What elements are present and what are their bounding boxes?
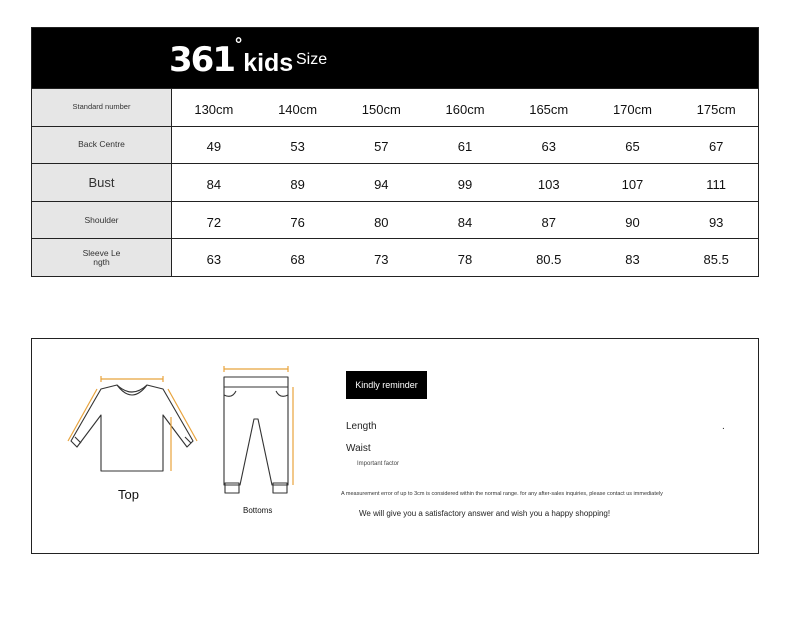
size-cell: 150cm bbox=[361, 101, 401, 117]
size-table bbox=[31, 27, 759, 277]
table-row-bust bbox=[32, 163, 758, 201]
table-row-back-centre bbox=[32, 126, 758, 164]
waist-label: Waist bbox=[346, 443, 371, 454]
value-cell: 73 bbox=[374, 252, 389, 268]
thanks-message: We will give you a satisfactory answer and wish you a happy shopping! bbox=[359, 509, 611, 518]
row-label-standard: Standard number bbox=[32, 89, 172, 126]
value-cell: 61 bbox=[457, 139, 473, 155]
reminder-panel bbox=[31, 338, 759, 554]
value-cell: 72 bbox=[206, 214, 222, 230]
value-cell: 103 bbox=[537, 176, 560, 192]
table-row-sizes bbox=[32, 88, 758, 126]
value-cell: 107 bbox=[621, 176, 644, 192]
value-cell: 84 bbox=[457, 214, 473, 230]
value-cell: 94 bbox=[374, 176, 389, 192]
value-cell: 63 bbox=[206, 252, 222, 268]
value-cell: 93 bbox=[708, 214, 724, 230]
row-label-shoulder bbox=[32, 202, 172, 239]
brand-logo bbox=[169, 36, 293, 80]
value-cell: 87 bbox=[541, 214, 556, 230]
value-cell: 78 bbox=[457, 252, 473, 268]
top-caption: Top bbox=[118, 487, 139, 502]
value-cell: 84 bbox=[206, 176, 222, 192]
table-header-bar bbox=[32, 28, 758, 88]
size-cell: 130cm bbox=[194, 101, 234, 117]
table-row-sleeve-length bbox=[32, 238, 758, 276]
value-cell: 63 bbox=[541, 139, 556, 155]
value-cell: 57 bbox=[374, 139, 389, 155]
length-label: Length bbox=[346, 421, 377, 432]
size-cell: 165cm bbox=[529, 101, 569, 117]
value-cell: 111 bbox=[706, 176, 727, 192]
size-cell: 175cm bbox=[696, 101, 736, 117]
size-cell: 140cm bbox=[278, 101, 318, 117]
row-label-sleeve-length bbox=[32, 239, 172, 276]
table-row-shoulder bbox=[32, 201, 758, 239]
row-label-back-centre: Back Centre bbox=[32, 127, 172, 164]
brand-kids: kids bbox=[243, 49, 294, 77]
measurement-error-note: A measurement error of up to 3cm is considered within the normal range. for any after-sales inquiries, please contact us immediately bbox=[341, 491, 663, 497]
value-cell: 67 bbox=[708, 139, 724, 155]
value-cell: 83 bbox=[625, 252, 640, 268]
kindly-reminder-badge: Kindly reminder bbox=[346, 371, 427, 399]
row-label-sleeve-text: Sleeve Length bbox=[82, 247, 121, 267]
important-factor-label: Important factor bbox=[357, 461, 400, 467]
brand-number: 361 bbox=[169, 40, 234, 80]
value-cell: 53 bbox=[290, 139, 305, 155]
row-label-shoulder-text: Shoulder bbox=[84, 214, 119, 225]
value-cell: 49 bbox=[206, 139, 222, 155]
value-cell: 80 bbox=[374, 214, 389, 230]
bottoms-caption: Bottoms bbox=[243, 506, 273, 515]
value-cell: 89 bbox=[290, 176, 305, 192]
size-cell: 160cm bbox=[445, 101, 485, 117]
stray-dot: . bbox=[722, 421, 725, 432]
value-cell: 99 bbox=[457, 176, 473, 192]
sweatshirt-icon bbox=[67, 375, 199, 479]
row-label-bust: Bust bbox=[32, 164, 172, 201]
value-cell: 90 bbox=[625, 214, 640, 230]
size-cell: 170cm bbox=[612, 101, 652, 117]
value-cell: 76 bbox=[290, 214, 305, 230]
value-cell: 68 bbox=[290, 252, 305, 268]
brand-degree: ° bbox=[234, 34, 243, 54]
value-cell: 65 bbox=[625, 139, 640, 155]
trousers-icon bbox=[220, 365, 296, 499]
value-cell: 85.5 bbox=[703, 252, 729, 268]
value-cell: 80.5 bbox=[536, 252, 562, 268]
size-title: Size bbox=[296, 51, 328, 68]
